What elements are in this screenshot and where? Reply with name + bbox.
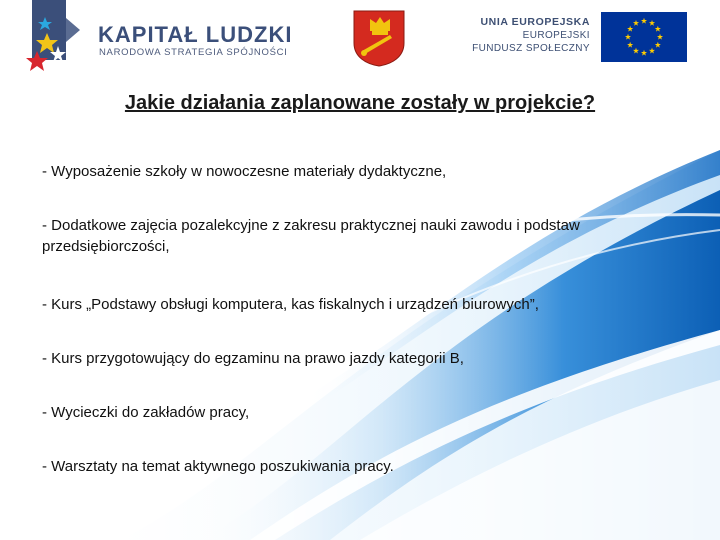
list-item: - Wycieczki do zakładów pracy, (42, 404, 250, 421)
eu-line-european: EUROPEJSKI (522, 30, 590, 41)
program-subtitle: NARODOWA STRATEGIA SPÓJNOŚCI (99, 47, 288, 58)
eu-line-social-fund: FUNDUSZ SPOŁECZNY (472, 43, 590, 54)
program-name: KAPITAŁ LUDZKI (98, 22, 293, 47)
list-item: - Kurs „Podstawy obsługi komputera, kas fiskalnych i urządzeń biurowych”, (42, 296, 539, 313)
list-item: - Dodatkowe zajęcia pozalekcyjne z zakresu praktycznej nauki zawodu i podstaw przedsiębiorczości, (42, 217, 580, 255)
eu-line-union: UNIA EUROPEJSKA (480, 16, 590, 28)
slide-title: Jakie działania zaplanowane zostały w projekcie? (124, 92, 596, 114)
list-item: - Kurs przygotowujący do egzaminu na prawo jazdy kategorii B, (42, 350, 464, 367)
list-item: - Wyposażenie szkoły w nowoczesne materiały dydaktyczne, (42, 163, 447, 180)
list-item: - Warsztaty na temat aktywnego poszukiwania pracy. (42, 458, 394, 475)
